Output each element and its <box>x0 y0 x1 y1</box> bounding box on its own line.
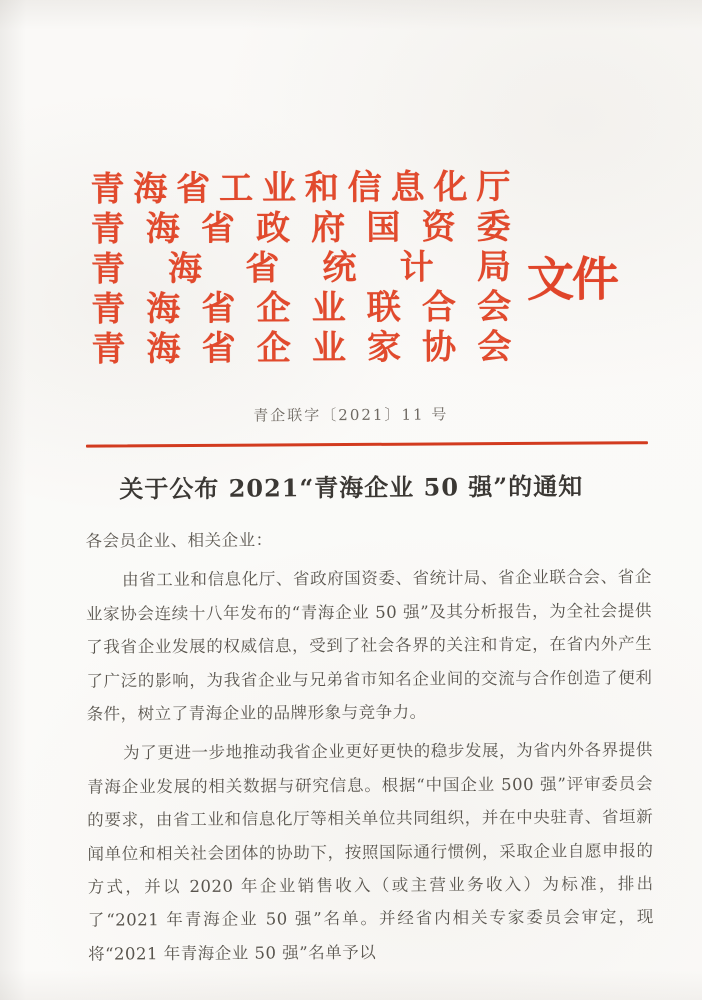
org-name-line-2: 青海省政府国资委 <box>90 207 511 250</box>
body-paragraph-2: 为了更进一步地推动我省企业更好更快的稳步发展，为省内外各界提供青海企业发展的相关数据与研究信息。根据“中国企业 500 强”评审委员会的要求，由省工业和信息化厅等相关单位共同组织，并在中央驻青、省垣新闻单位和相关社会团体的协助下，按照国际通行惯例，采取企业自愿申报的方式，并以 2020 年企业销售收入（或主营业务收入）为标准，排出了“2021 年青海企业 50 强”名单。并经省内相关专家委员会审定，现将“2021 年青海企业 50 强”名单予以 <box>86 740 654 964</box>
org-name-line-4: 青海省企业联合会 <box>91 287 512 330</box>
document-title: 关于公布 2021“青海企业 50 强”的通知 <box>119 471 584 504</box>
org-name-line-3: 青海省统计局 <box>90 247 512 290</box>
org-name-line-1: 青海省工业和信息化厅 <box>90 167 511 210</box>
salutation: 各会员企业、相关企业： <box>85 530 273 551</box>
doc-number: 青企联字〔2021〕11 号 <box>253 405 449 425</box>
org-name-line-5: 青海省企业家协会 <box>91 327 512 370</box>
body-paragraph-1: 由省工业和信息化厅、省政府国资委、省统计局、省企业联合会、省企业家协会连续十八年发布的“青海企业 50 强”及其分析报告，为全社会提供了我省企业发展的权威信息，受到了社会各界的关注和肯定，在省内外产生了广泛的影响，为我省企业与兄弟省市知名企业间的交流与合作创造了便利条件，树立了青海企业的品牌形象与竞争力。 <box>85 567 653 724</box>
letterhead <box>90 166 621 369</box>
document-body <box>85 521 654 971</box>
doc-type-label: 文件 <box>526 252 618 308</box>
red-divider-line <box>86 441 648 447</box>
issuing-org-names <box>90 167 511 370</box>
